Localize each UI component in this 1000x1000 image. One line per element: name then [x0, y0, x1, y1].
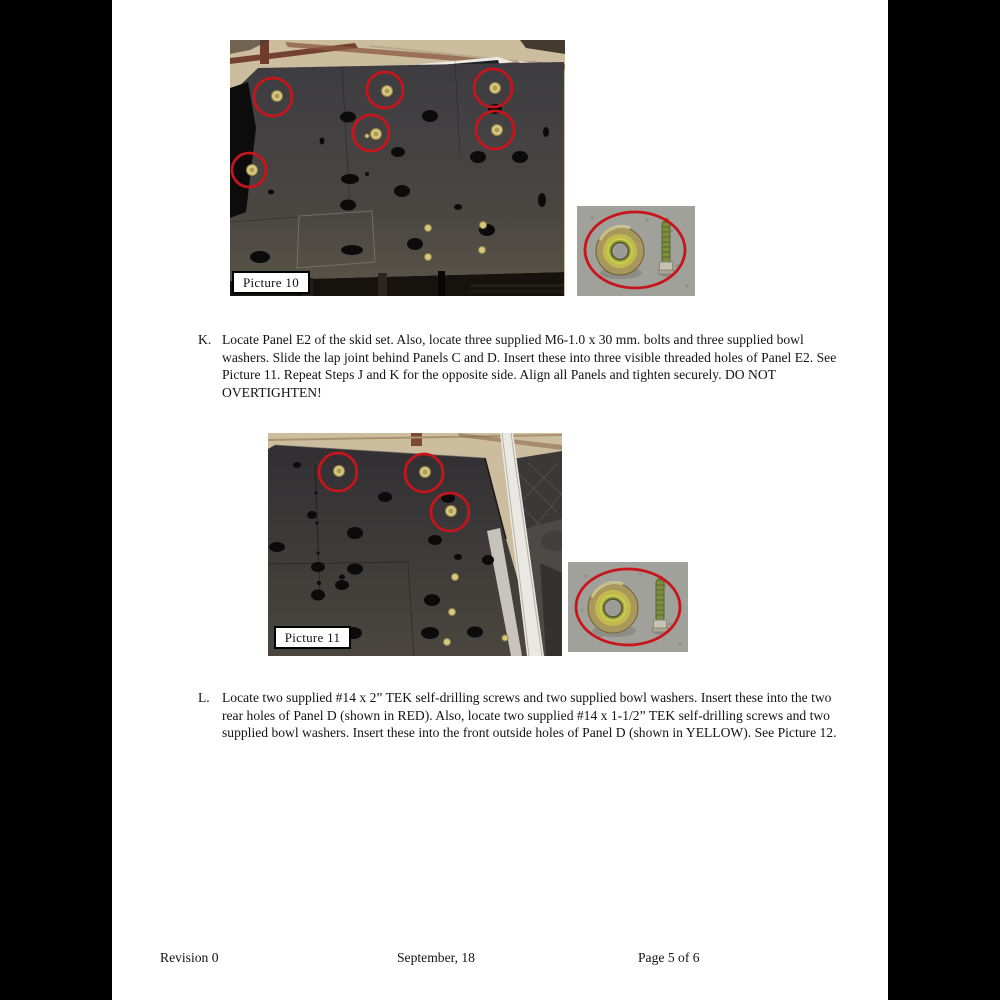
figure-caption-text: Picture 10	[242, 274, 300, 290]
figure-caption-text: Picture 11	[284, 629, 341, 645]
footer-date: September, 18	[397, 950, 475, 965]
roof-post	[411, 433, 422, 446]
inset-hardware-photo-2	[568, 562, 688, 652]
step-k	[198, 331, 850, 401]
figure-caption	[274, 626, 351, 649]
step-label: L.	[198, 690, 210, 705]
left-border-bar	[0, 0, 112, 1000]
step-l	[198, 689, 850, 742]
inset-hardware-photo-1	[577, 206, 695, 296]
step-label: K.	[198, 332, 212, 347]
figure-caption	[232, 271, 310, 294]
right-border-bar	[888, 0, 1000, 1000]
figure-picture-11	[268, 433, 562, 656]
footer-page-number: Page 5 of 6	[638, 950, 700, 965]
bowl-washer	[596, 226, 644, 275]
bowl-washer	[588, 583, 638, 633]
figure-picture-10	[230, 40, 565, 296]
step-text: Locate two supplied #14 x 2” TEK self-drilling screws and two supplied bowl washers. Insert these into the two rear holes of Panel D (shown in RED). Also, locate two supplied #14 x 1-1/2” TEK self-drilling screws and two supplied bowl washers. Insert these into the front outside holes of Panel D (shown in YELLOW). See Picture 12.	[222, 690, 837, 741]
step-text: Locate Panel E2 of the skid set. Also, locate three supplied M6-1.0 x 30 mm. bolts and three supplied bowl washers. Slide the lap joint behind Panels C and D. Insert these into three visible threaded holes of Panel E2. See Picture 11. Repeat Steps J and K for the opposite side. Align all Panels and tighten securely. DO NOT OVERTIGHTEN!	[222, 332, 837, 400]
footer-revision: Revision 0	[160, 950, 219, 965]
